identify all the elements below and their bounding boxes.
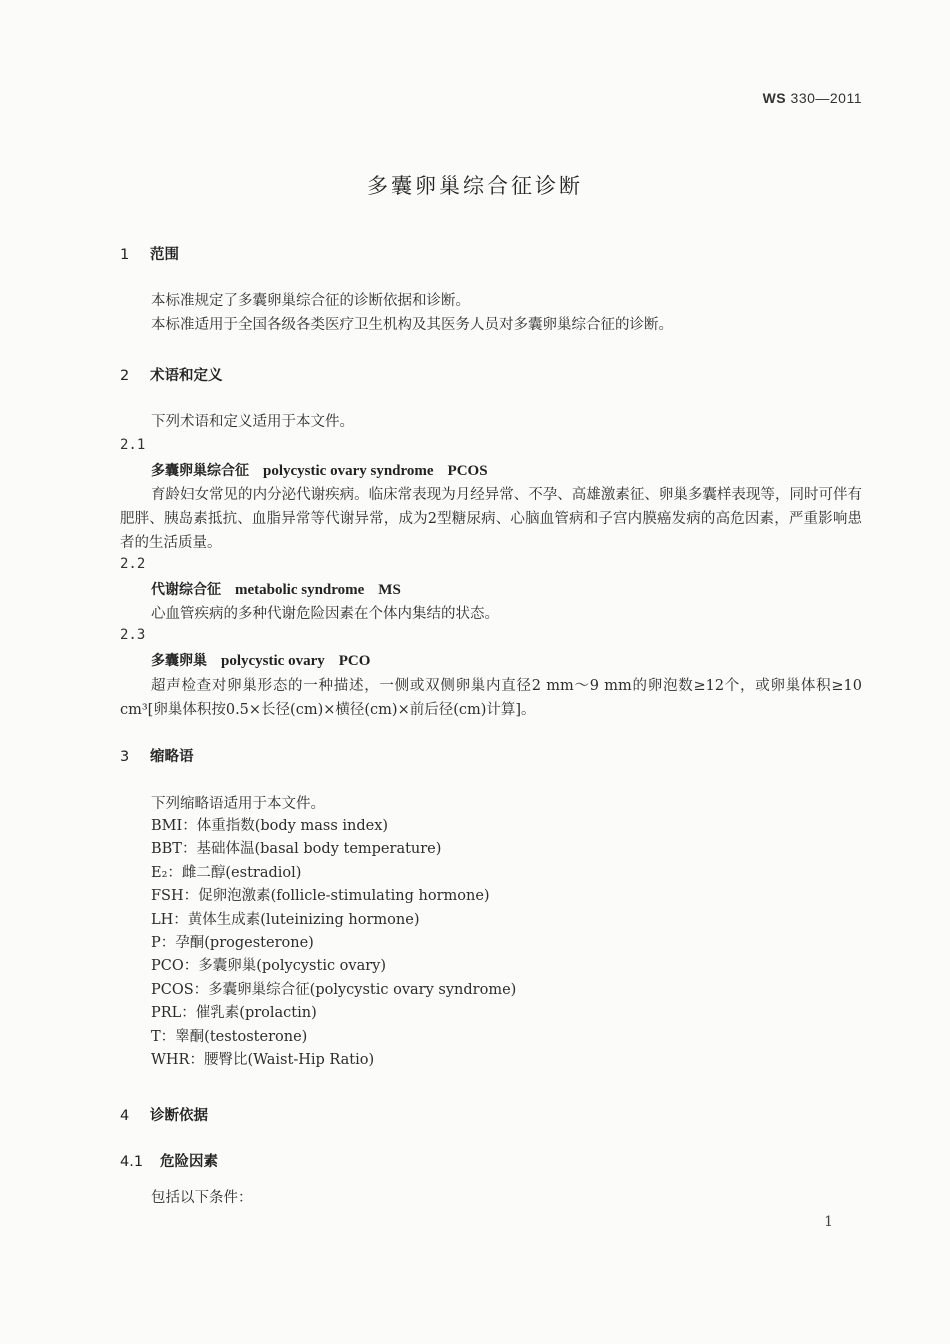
subsection-number: 4.1 bbox=[120, 1154, 144, 1170]
section-3-intro: 下列缩略语适用于本文件。 bbox=[151, 796, 325, 812]
section-number: 4 bbox=[120, 1108, 130, 1124]
term-english: metabolic syndrome bbox=[235, 582, 365, 598]
section-3-heading bbox=[120, 745, 194, 766]
term-2-3-definition: 超声检查对卵巢形态的一种描述，一侧或双侧卵巢内直径2 mm～9 mm的卵泡数≥12个，或卵巢体积≥10 cm³[卵巢体积按0.5×长径(cm)×横径(cm)×前后径(cm)计算]。 bbox=[120, 678, 862, 718]
term-2-2-definition: 心血管疾病的多种代谢危险因素在个体内集结的状态。 bbox=[151, 606, 499, 622]
standard-number bbox=[763, 90, 862, 106]
section-number: 2 bbox=[120, 368, 130, 384]
document-title: 多囊卵巢综合征诊断 bbox=[367, 174, 583, 198]
term-2-1-number: 2.1 bbox=[120, 437, 146, 453]
list-item: BBT：基础体温(basal body temperature) bbox=[151, 841, 442, 858]
term-2-1-definition: 育龄妇女常见的内分泌代谢疾病。临床常表现为月经异常、不孕、高雄激素征、卵巢多囊样表现等，同时可伴有肥胖、胰岛素抵抗、血脂异常等代谢异常，成为2型糖尿病、心脑血管病和子宫内膜癌发病的高危因素，严重影响患者的生活质量。 bbox=[120, 487, 862, 551]
list-item: WHR：腰臀比(Waist-Hip Ratio) bbox=[151, 1051, 375, 1068]
term-chinese: 多囊卵巢 bbox=[151, 653, 207, 669]
list-item: E₂：雌二醇(estradiol) bbox=[151, 864, 302, 881]
term-abbreviation: MS bbox=[378, 582, 401, 598]
section-1-paragraph-1: 本标准规定了多囊卵巢综合征的诊断依据和诊断。 bbox=[151, 293, 470, 309]
subsection-4-1-intro: 包括以下条件： bbox=[151, 1190, 253, 1206]
abbreviation-list bbox=[151, 815, 516, 1072]
standard-code: 330—2011 bbox=[790, 90, 862, 106]
section-2-heading bbox=[120, 364, 223, 385]
section-2-intro: 下列术语和定义适用于本文件。 bbox=[151, 414, 354, 430]
section-title: 缩略语 bbox=[150, 749, 194, 765]
subsection-4-1-heading bbox=[120, 1150, 218, 1171]
section-title: 诊断依据 bbox=[150, 1108, 208, 1124]
subsection-title: 危险因素 bbox=[160, 1154, 218, 1170]
list-item: PCO：多囊卵巢(polycystic ovary) bbox=[151, 958, 387, 975]
section-number: 3 bbox=[120, 749, 130, 765]
term-2-3-number: 2.3 bbox=[120, 627, 146, 643]
term-english: polycystic ovary syndrome bbox=[263, 463, 434, 479]
term-abbreviation: PCOS bbox=[447, 463, 488, 479]
term-abbreviation: PCO bbox=[338, 653, 371, 669]
list-item: PCOS：多囊卵巢综合征(polycystic ovary syndrome) bbox=[151, 981, 517, 998]
section-1-paragraph-2: 本标准适用于全国各级各类医疗卫生机构及其医务人员对多囊卵巢综合征的诊断。 bbox=[151, 317, 673, 333]
term-2-2-heading bbox=[151, 579, 401, 599]
term-2-1-heading bbox=[151, 460, 488, 480]
section-title: 术语和定义 bbox=[150, 368, 223, 384]
term-2-2-number: 2.2 bbox=[120, 556, 146, 572]
list-item: P：孕酮(progesterone) bbox=[151, 934, 314, 951]
section-4-heading bbox=[120, 1104, 208, 1125]
list-item: LH：黄体生成素(luteinizing hormone) bbox=[151, 911, 420, 928]
term-chinese: 多囊卵巢综合征 bbox=[151, 463, 249, 479]
term-chinese: 代谢综合征 bbox=[151, 582, 221, 598]
list-item: BMI：体重指数(body mass index) bbox=[151, 818, 389, 834]
term-english: polycystic ovary bbox=[221, 653, 325, 669]
page-number: 1 bbox=[824, 1214, 833, 1230]
term-2-3-heading bbox=[151, 650, 370, 670]
list-item: T：睾酮(testosterone) bbox=[151, 1028, 308, 1045]
section-title: 范围 bbox=[150, 247, 179, 263]
list-item: FSH：促卵泡激素(follicle-stimulating hormone) bbox=[151, 888, 490, 905]
section-1-heading bbox=[120, 243, 179, 264]
standard-prefix: WS bbox=[762, 90, 787, 106]
section-number: 1 bbox=[120, 247, 130, 263]
list-item: PRL：催乳素(prolactin) bbox=[151, 1005, 317, 1022]
